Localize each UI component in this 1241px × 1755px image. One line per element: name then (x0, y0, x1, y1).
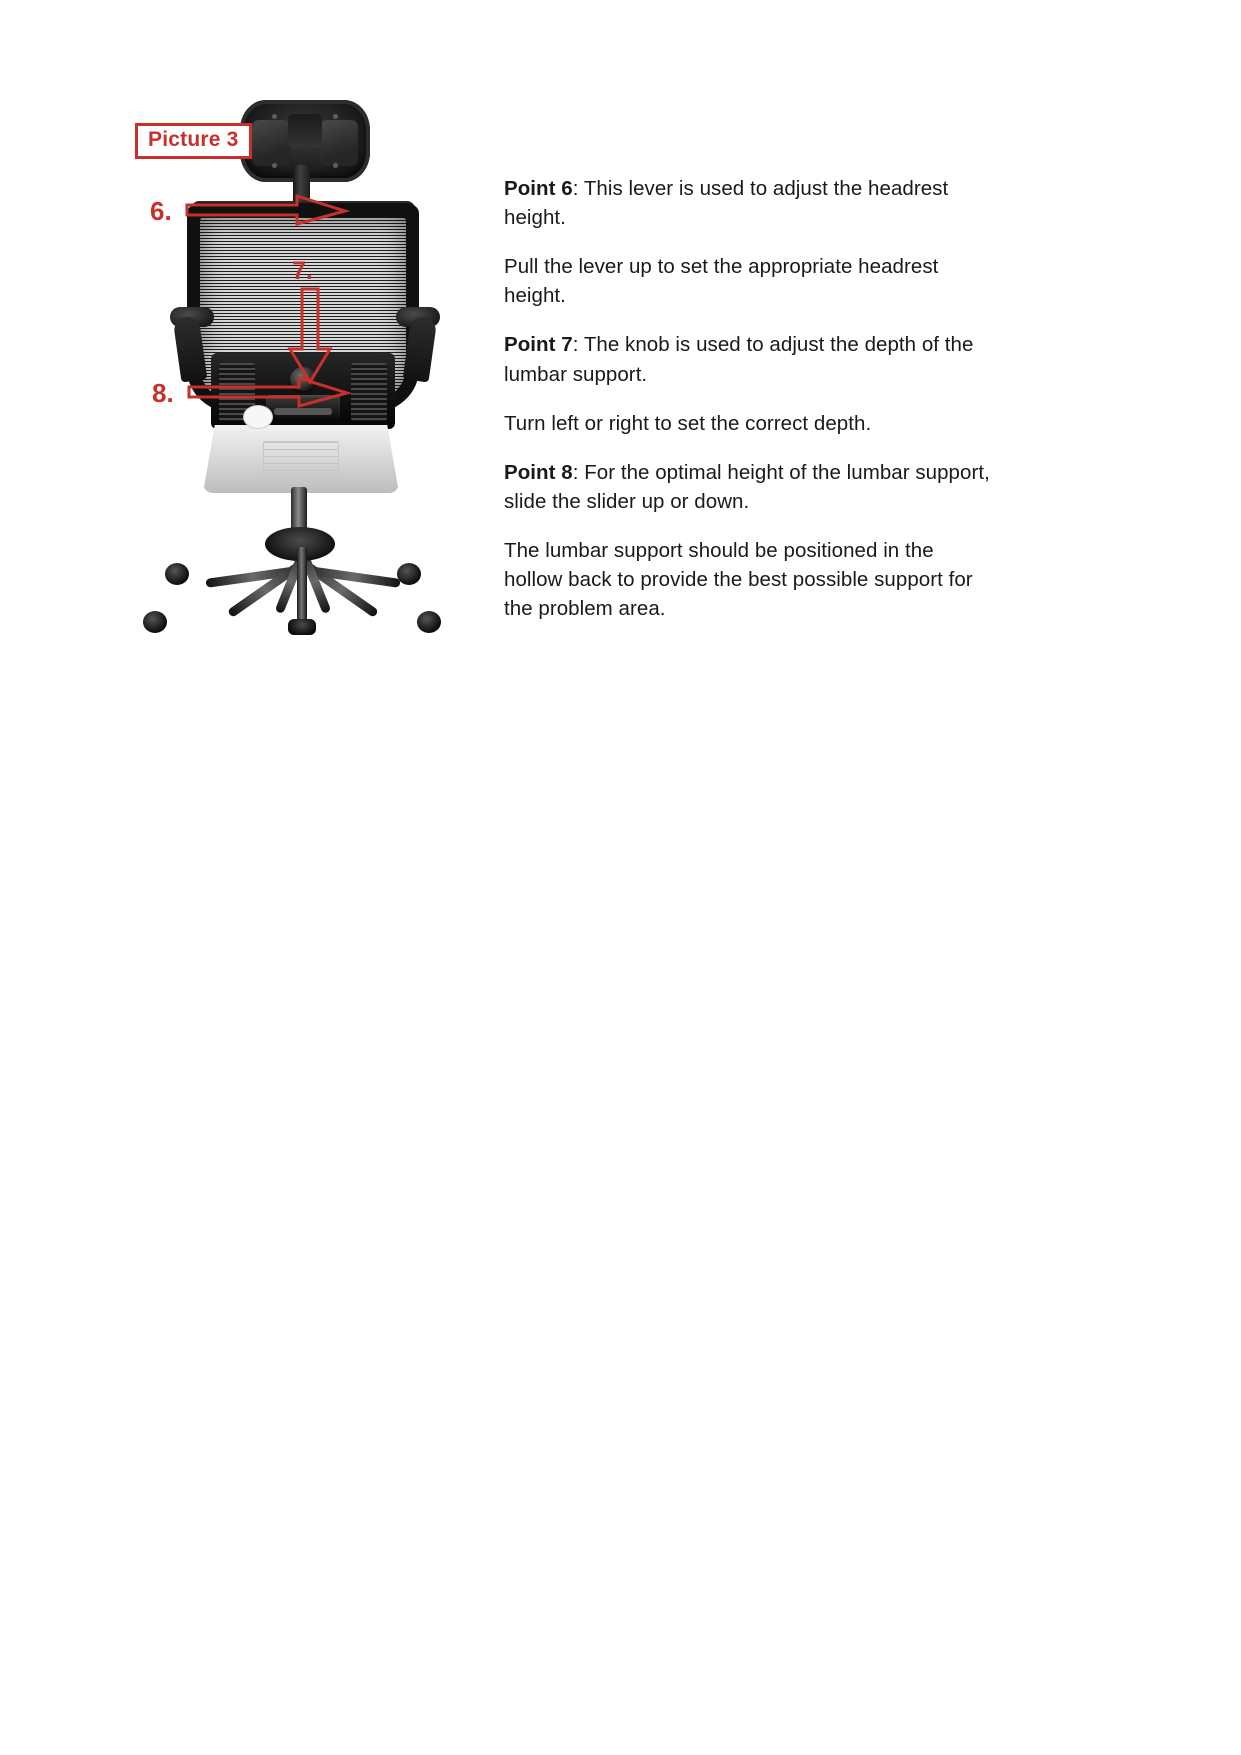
paragraph-body: The lumbar support should be positioned in the hollow back to provide the best possible support for the problem area. (504, 538, 973, 621)
paragraph-body: Turn left or right to set the correct depth. (504, 411, 872, 435)
headrest-screw-icon (333, 114, 338, 119)
paragraph-separator: : (572, 333, 584, 357)
annotation-label-6: 6. (150, 196, 172, 226)
caster-wheel (417, 611, 441, 633)
seat-vent-lines (263, 441, 339, 477)
paragraph-point-6 (504, 174, 994, 232)
annotation-label-7: 7. (292, 257, 313, 285)
headrest-bracket (288, 114, 322, 148)
annotation-label-8: 8. (152, 378, 174, 408)
figure-picture-3 (125, 95, 475, 640)
paragraph-separator: : (572, 460, 585, 484)
headrest-pad-left (252, 120, 290, 166)
paragraph-point-8 (504, 458, 994, 516)
caster-wheel (397, 563, 421, 585)
paragraph-lead: Point 8 (504, 460, 573, 484)
headrest-screw-icon (333, 163, 338, 168)
paragraph-lead: Point 6 (504, 177, 573, 200)
paragraph-body: The knob is used to adjust the depth of the lumbar support. (504, 333, 974, 386)
paragraph-body: For the optimal height of the lumbar support, slide the slider up or down. (504, 460, 990, 513)
picture-caption-label: Picture 3 (135, 123, 252, 159)
seat-underside (203, 425, 399, 493)
annotation-arrow-7-icon (285, 287, 335, 385)
paragraph-headrest-instruction (504, 252, 994, 310)
paragraph-point-7 (504, 330, 994, 388)
lumbar-vent-right (351, 363, 387, 421)
paragraph-separator: : (572, 177, 584, 200)
headrest-pad-right (320, 120, 358, 166)
paragraph-lead: Point 7 (504, 333, 573, 357)
paragraph-depth-instruction (504, 409, 994, 438)
base-center-post (297, 547, 307, 625)
caster-wheel (165, 563, 189, 585)
caster-wheel (143, 611, 167, 633)
paragraph-body: This lever is used to adjust the headrest height. (504, 177, 949, 230)
instruction-text-column (504, 174, 994, 623)
headrest-screw-icon (272, 114, 277, 119)
paragraph-body: Pull the lever up to set the appropriate headrest height. (504, 255, 939, 308)
headrest-screw-icon (272, 163, 277, 168)
annotation-arrow-6-icon (185, 193, 350, 229)
base-center-foot (288, 619, 316, 635)
paragraph-lumbar-positioning (504, 536, 994, 623)
